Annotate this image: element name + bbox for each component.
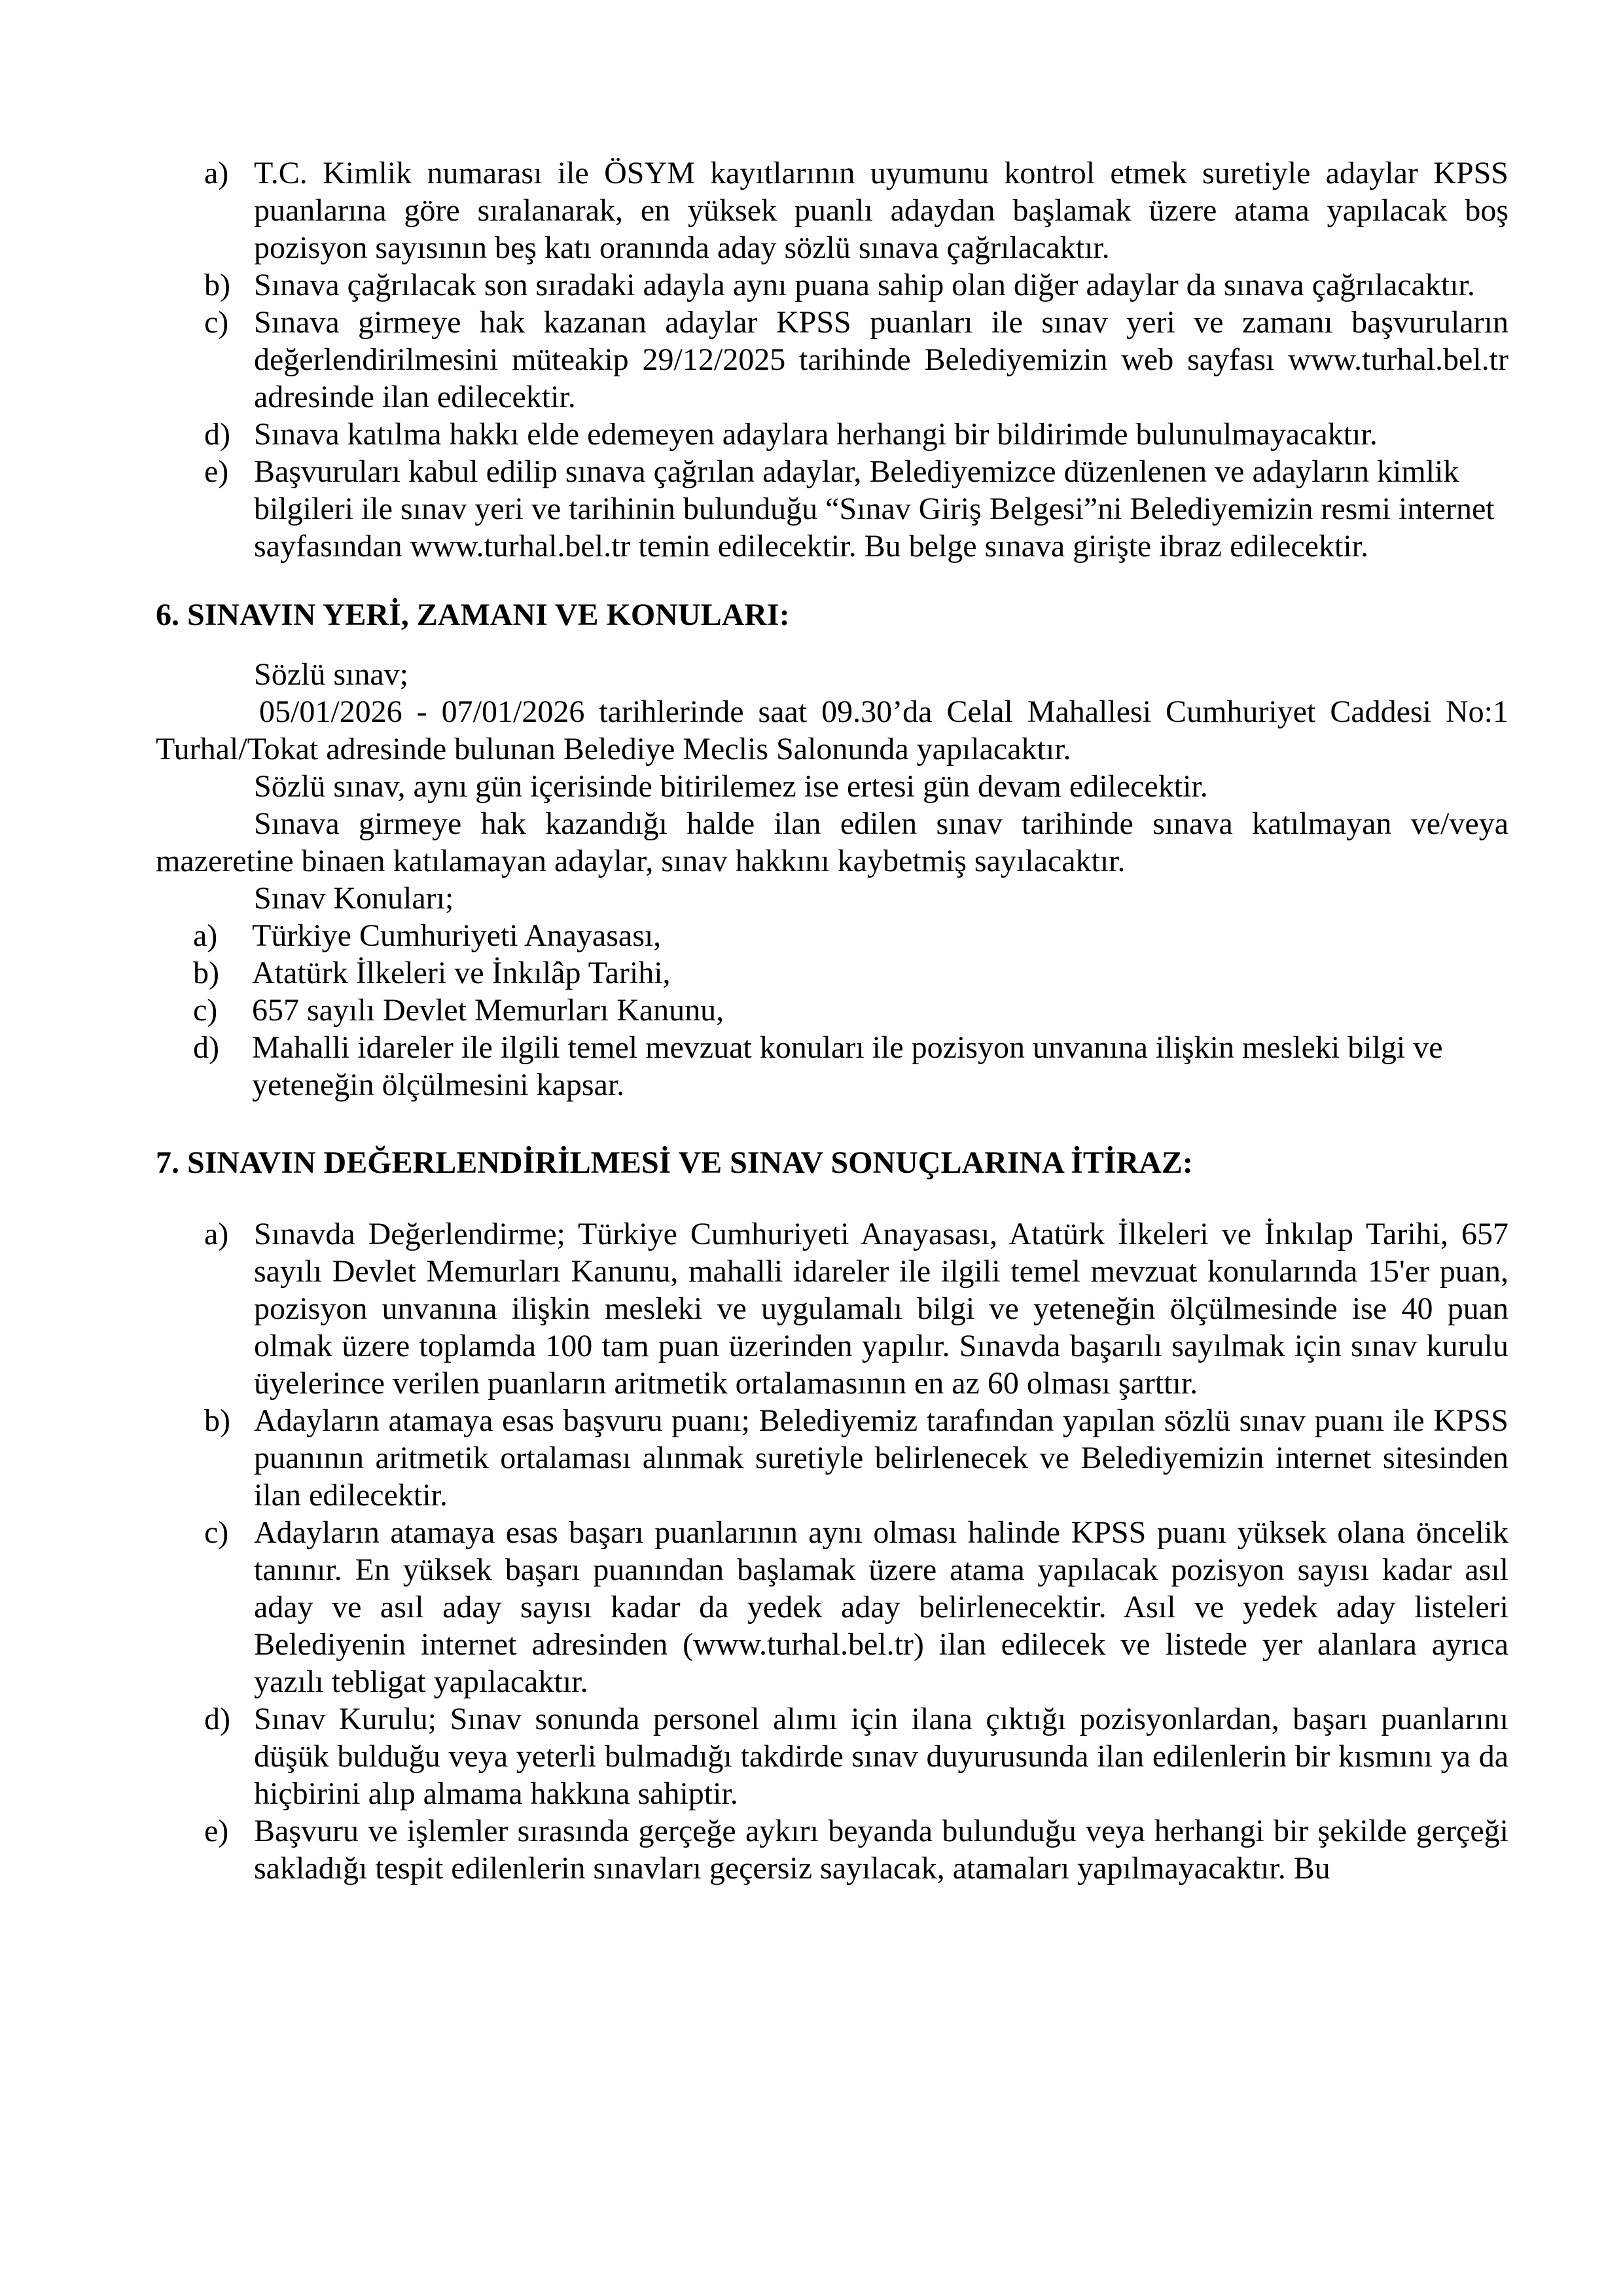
list-item-text: Başvuruları kabul edilip sınava çağrılan adaylar, Belediyemizce düzenlenen ve adayların kimlik bilgileri ile sınav yeri ve tarihinin bulunduğu “Sınav Giriş Belgesi”ni Belediyemizin resmi internet sayfasından www.turhal.bel.tr temin edilecektir. Bu belge sınava girişte ibraz edilecektir. — [254, 454, 1495, 564]
list-item — [156, 1514, 1508, 1700]
list-item — [156, 1700, 1508, 1812]
list-item — [156, 266, 1508, 304]
list-item-text: Sınav Kurulu; Sınav sonunda personel alımı için ilana çıktığı pozisyonlardan, başarı puanlarını düşük bulduğu veya yeterli bulmadığı takdirde sınav duyurusunda ilan edilenlerin bir kısmını ya da hiçbirini alıp almama hakkına sahiptir. — [254, 1702, 1508, 1811]
list-item — [156, 1402, 1508, 1514]
list-item-text: Atatürk İlkeleri ve İnkılâp Tarihi, — [252, 956, 671, 990]
list-item-text: Başvuru ve işlemler sırasında gerçeğe aykırı beyanda bulunduğu veya herhangi bir şekilde gerçeği sakladığı tespit edilenlerin sınavları geçersiz sayılacak, atamaları yapılmayacaktır. Bu — [254, 1814, 1508, 1886]
exam-absence-paragraph: Sınava girmeye hak kazandığı halde ilan edilen sınav tarihinde sınava katılmayan ve/veya mazeretine binaen katılamayan adaylar, sınav hakkını kaybetmiş sayılacaktır. — [156, 806, 1508, 878]
list-item-text: Adayların atamaya esas başvuru puanı; Belediyemiz tarafından yapılan sözlü sınav puanı ile KPSS puanının aritmetik ortalaması alınmak suretiyle belirlenecek ve Belediyemizin internet sitesinden ilan edilecektir. — [254, 1403, 1508, 1513]
list-item — [156, 1029, 1508, 1103]
list-marker: c) — [193, 993, 218, 1028]
list-item-text: Sınava katılma hakkı elde edemeyen adaylara herhangi bir bildirimde bulunulmayacaktır. — [254, 417, 1378, 452]
list-marker: b) — [204, 1403, 230, 1438]
list-marker: a) — [193, 918, 218, 953]
list-marker: e) — [204, 1814, 229, 1848]
list-marker: a) — [204, 1217, 229, 1251]
list-item — [156, 1812, 1508, 1887]
exam-subjects-label: Sınav Konuları; — [254, 881, 454, 916]
list-item-text: Sınava çağrılacak son sıradaki adayla aynı puana sahip olan diğer adaylar da sınava çağrılacaktır. — [254, 268, 1475, 302]
list-item-text: Sınava girmeye hak kazanan adaylar KPSS puanları ile sınav yeri ve zamanı başvuruların değerlendirilmesini müteakip 29/12/2025 tarihinde Belediyemizin web sayfası www.turhal.bel.tr adresinde ilan edilecektir. — [254, 305, 1508, 414]
list-marker: e) — [204, 454, 229, 489]
exam-continuation-paragraph: Sözlü sınav, aynı gün içerisinde bitirilemez ise ertesi gün devam edilecektir. — [254, 769, 1208, 804]
list-marker: b) — [204, 268, 230, 302]
list-marker: d) — [193, 1030, 219, 1065]
list-marker: d) — [204, 417, 230, 452]
list-item — [156, 453, 1508, 565]
list-item — [156, 992, 1508, 1029]
list-item — [156, 954, 1508, 992]
section-6-subjects-list — [156, 917, 1508, 1103]
section-7-list — [156, 1215, 1508, 1887]
list-item-text: Türkiye Cumhuriyeti Anayasası, — [252, 918, 662, 953]
document-body — [156, 154, 1508, 1887]
list-marker: d) — [204, 1702, 230, 1736]
section-5-list — [156, 154, 1508, 565]
list-item-text: Mahalli idareler ile ilgili temel mevzuat konuları ile pozisyon unvanına ilişkin mesleki bilgi ve yeteneğin ölçülmesini kapsar. — [252, 1030, 1443, 1102]
list-item-text: Adayların atamaya esas başarı puanlarının aynı olması halinde KPSS puanı yüksek olana öncelik tanınır. En yüksek başarı puanından başlamak üzere atama yapılacak pozisyon sayısı kadar asıl aday ve asıl aday sayısı kadar da yedek aday belirlenecektir. Asıl ve yedek aday listeleri Belediyenin internet adresinden (www.turhal.bel.tr) ilan edilecek ve listede yer alanlara ayrıca yazılı tebligat yapılacaktır. — [254, 1515, 1508, 1699]
exam-datetime-location-paragraph: 05/01/2026 - 07/01/2026 tarihlerinde saat 09.30’da Celal Mahallesi Cumhuriyet Caddesi No:1 Turhal/Tokat adresinde bulunan Belediye Meclis Salonunda yapılacaktır. — [156, 694, 1508, 766]
list-item — [156, 1215, 1508, 1402]
list-item-text: Sınavda Değerlendirme; Türkiye Cumhuriyeti Anayasası, Atatürk İlkeleri ve İnkılap Tarihi, 657 sayılı Devlet Memurları Kanunu, mahalli idareler ile ilgili temel mevzuat konularında 15'er puan, pozisyon unvanına ilişkin mesleki ve uygulamalı bilgi ve yeteneğin ölçülmesinde ise 40 puan olmak üzere toplamda 100 tam puan üzerinden yapılır. Sınavda başarılı sayılmak için sınav kurulu üyelerince verilen puanların aritmetik ortalamasının en az 60 olması şarttır. — [254, 1217, 1508, 1401]
list-item — [156, 154, 1508, 266]
list-item-text: 657 sayılı Devlet Memurları Kanunu, — [252, 993, 724, 1028]
list-marker: b) — [193, 956, 219, 990]
list-item — [156, 917, 1508, 954]
list-item-text: T.C. Kimlik numarası ile ÖSYM kayıtlarının uyumunu kontrol etmek suretiyle adaylar KPSS puanlarına göre sıralanarak, en yüksek puanlı adaydan başlamak üzere atama yapılacak boş pozisyon sayısının beş katı oranında aday sözlü sınava çağrılacaktır. — [254, 156, 1508, 265]
list-item — [156, 304, 1508, 416]
list-item — [156, 416, 1508, 453]
section-7-heading: 7. SINAVIN DEĞERLENDİRİLMESİ VE SINAV SONUÇLARINA İTİRAZ: — [156, 1145, 1193, 1180]
oral-exam-label: Sözlü sınav; — [254, 657, 408, 692]
list-marker: a) — [204, 156, 229, 190]
list-marker: c) — [204, 1515, 229, 1550]
section-6-heading: 6. SINAVIN YERİ, ZAMANI VE KONULARI: — [156, 598, 790, 632]
list-marker: c) — [204, 305, 229, 340]
